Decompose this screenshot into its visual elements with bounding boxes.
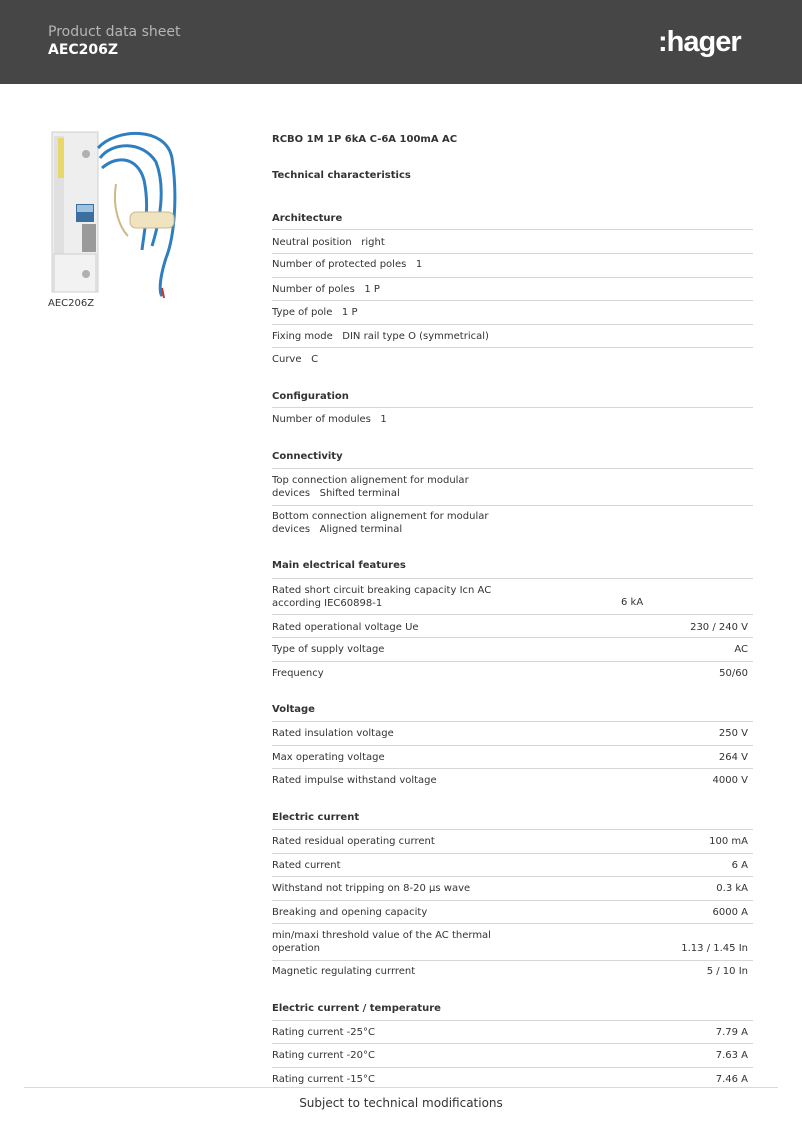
spec-row	[272, 324, 753, 348]
spec-row	[272, 253, 753, 277]
spec-value: 100 mA	[709, 836, 748, 847]
spec-value: 1	[415, 259, 423, 270]
spec-value: 6000 A	[712, 907, 748, 918]
spec-row	[272, 745, 753, 769]
spec-row	[272, 347, 753, 371]
spec-label: Magnetic regulating currrent	[272, 966, 416, 977]
spec-row	[272, 1020, 753, 1044]
spec-inline	[272, 236, 385, 249]
spec-value: DIN rail type O (symmetrical)	[342, 331, 489, 342]
spec-label: devices	[272, 488, 311, 499]
spec-label: Neutral position	[272, 237, 352, 248]
footer-divider	[24, 1087, 778, 1088]
photo-caption: AEC206Z	[48, 298, 95, 309]
spec-row	[272, 300, 753, 324]
spec-inline	[272, 353, 318, 366]
spec-value: Aligned terminal	[319, 524, 403, 535]
spec-row	[272, 1043, 753, 1067]
spec-row	[272, 768, 753, 792]
spec-label: devices	[272, 524, 311, 535]
hager-logo	[658, 22, 758, 62]
spec-value: 7.63 A	[715, 1050, 748, 1061]
product-title: RCBO 1M 1P 6kA C-6A 100mA AC	[272, 134, 458, 145]
spec-label: Type of pole	[272, 307, 333, 318]
spec-row	[272, 578, 753, 615]
spec-value: 0.3 kA	[716, 883, 748, 894]
spec-value: right	[361, 237, 385, 248]
spec-row	[272, 853, 753, 877]
spec-label-multiline	[272, 929, 491, 955]
spec-value: 6 kA	[621, 597, 644, 608]
spec-row	[272, 407, 753, 431]
spec-value: C	[311, 354, 319, 365]
spec-row	[272, 721, 753, 745]
spec-label: Max operating voltage	[272, 752, 385, 763]
header-product-code: AEC206Z	[48, 42, 119, 58]
spec-label: Withstand not tripping on 8-20 µs wave	[272, 883, 471, 894]
spec-inline	[272, 413, 387, 426]
spec-label: Top connection alignement for modular	[272, 475, 469, 486]
spec-value: 250 V	[718, 728, 748, 739]
spec-row	[272, 829, 753, 853]
spec-label: Rated insulation voltage	[272, 728, 394, 739]
spec-value: 7.46 A	[715, 1074, 748, 1085]
section-title-connectivity: Connectivity	[272, 451, 343, 462]
spec-row	[272, 614, 753, 638]
technical-characteristics-heading: Technical characteristics	[272, 170, 411, 181]
spec-inline	[272, 306, 358, 319]
spec-value: 6 A	[731, 860, 748, 871]
spec-value: 230 / 240 V	[690, 622, 748, 633]
section-title-configuration: Configuration	[272, 391, 349, 402]
spec-label: Fixing mode	[272, 331, 333, 342]
spec-value: 1 P	[341, 307, 358, 318]
spec-label: Rated operational voltage Ue	[272, 622, 419, 633]
spec-row	[272, 637, 753, 661]
spec-label: operation	[272, 943, 321, 954]
spec-label: Bottom connection alignement for modular	[272, 511, 489, 522]
spec-label-multiline	[272, 474, 469, 500]
spec-value: AC	[734, 644, 748, 655]
spec-label: min/maxi threshold value of the AC thermal	[272, 930, 491, 941]
spec-label: Frequency	[272, 668, 324, 679]
section-title-voltage: Voltage	[272, 704, 315, 715]
svg-text::hager: :hager	[658, 26, 741, 58]
spec-label: Rated impulse withstand voltage	[272, 775, 437, 786]
spec-value: 1.13 / 1.45 In	[681, 943, 748, 954]
section-title-main-electrical: Main electrical features	[272, 560, 406, 571]
spec-label: Number of modules	[272, 414, 371, 425]
spec-label: Rating current -20°C	[272, 1050, 375, 1061]
spec-value: Shifted terminal	[319, 488, 400, 499]
spec-value: 7.79 A	[715, 1027, 748, 1038]
section-title-electric-current: Electric current	[272, 812, 360, 823]
footer-note: Subject to technical modifications	[299, 1096, 503, 1110]
spec-label: Curve	[272, 354, 302, 365]
spec-label: Number of poles	[272, 284, 355, 295]
spec-label: Rated current	[272, 860, 341, 871]
page-header	[0, 0, 802, 84]
spec-value: 1	[380, 414, 387, 425]
product-photo	[46, 128, 186, 298]
spec-value: 4000 V	[712, 775, 748, 786]
spec-label: Number of protected poles	[272, 259, 407, 270]
spec-label: Rating current -15°C	[272, 1074, 375, 1085]
spec-row	[272, 468, 753, 505]
spec-label: Type of supply voltage	[272, 644, 385, 655]
header-doc-type: Product data sheet	[48, 24, 181, 40]
spec-inline	[272, 330, 489, 343]
spec-value: 5 / 10 In	[706, 966, 748, 977]
spec-row	[272, 900, 753, 924]
spec-label: Rated residual operating current	[272, 836, 435, 847]
spec-inline	[272, 258, 422, 271]
spec-value: 50/60	[719, 668, 748, 679]
spec-label: Rated short circuit breaking capacity Icn AC	[272, 585, 492, 596]
spec-row	[272, 960, 753, 984]
spec-label-multiline	[272, 510, 488, 536]
spec-label: according IEC60898-1	[272, 598, 383, 609]
spec-value: 264 V	[718, 752, 748, 763]
spec-row	[272, 661, 753, 685]
spec-row	[272, 277, 753, 301]
spec-value: 1 P	[364, 284, 380, 295]
spec-label: Rating current -25°C	[272, 1027, 375, 1038]
spec-label-multiline	[272, 584, 491, 610]
spec-row	[272, 229, 753, 253]
spec-row	[272, 876, 753, 900]
spec-row	[272, 1067, 753, 1088]
spec-inline	[272, 283, 380, 296]
section-title-current-temperature: Electric current / temperature	[272, 1003, 441, 1014]
spec-label: Breaking and opening capacity	[272, 907, 428, 918]
spec-row	[272, 505, 753, 542]
section-title-architecture: Architecture	[272, 213, 343, 224]
spec-row	[272, 923, 753, 960]
